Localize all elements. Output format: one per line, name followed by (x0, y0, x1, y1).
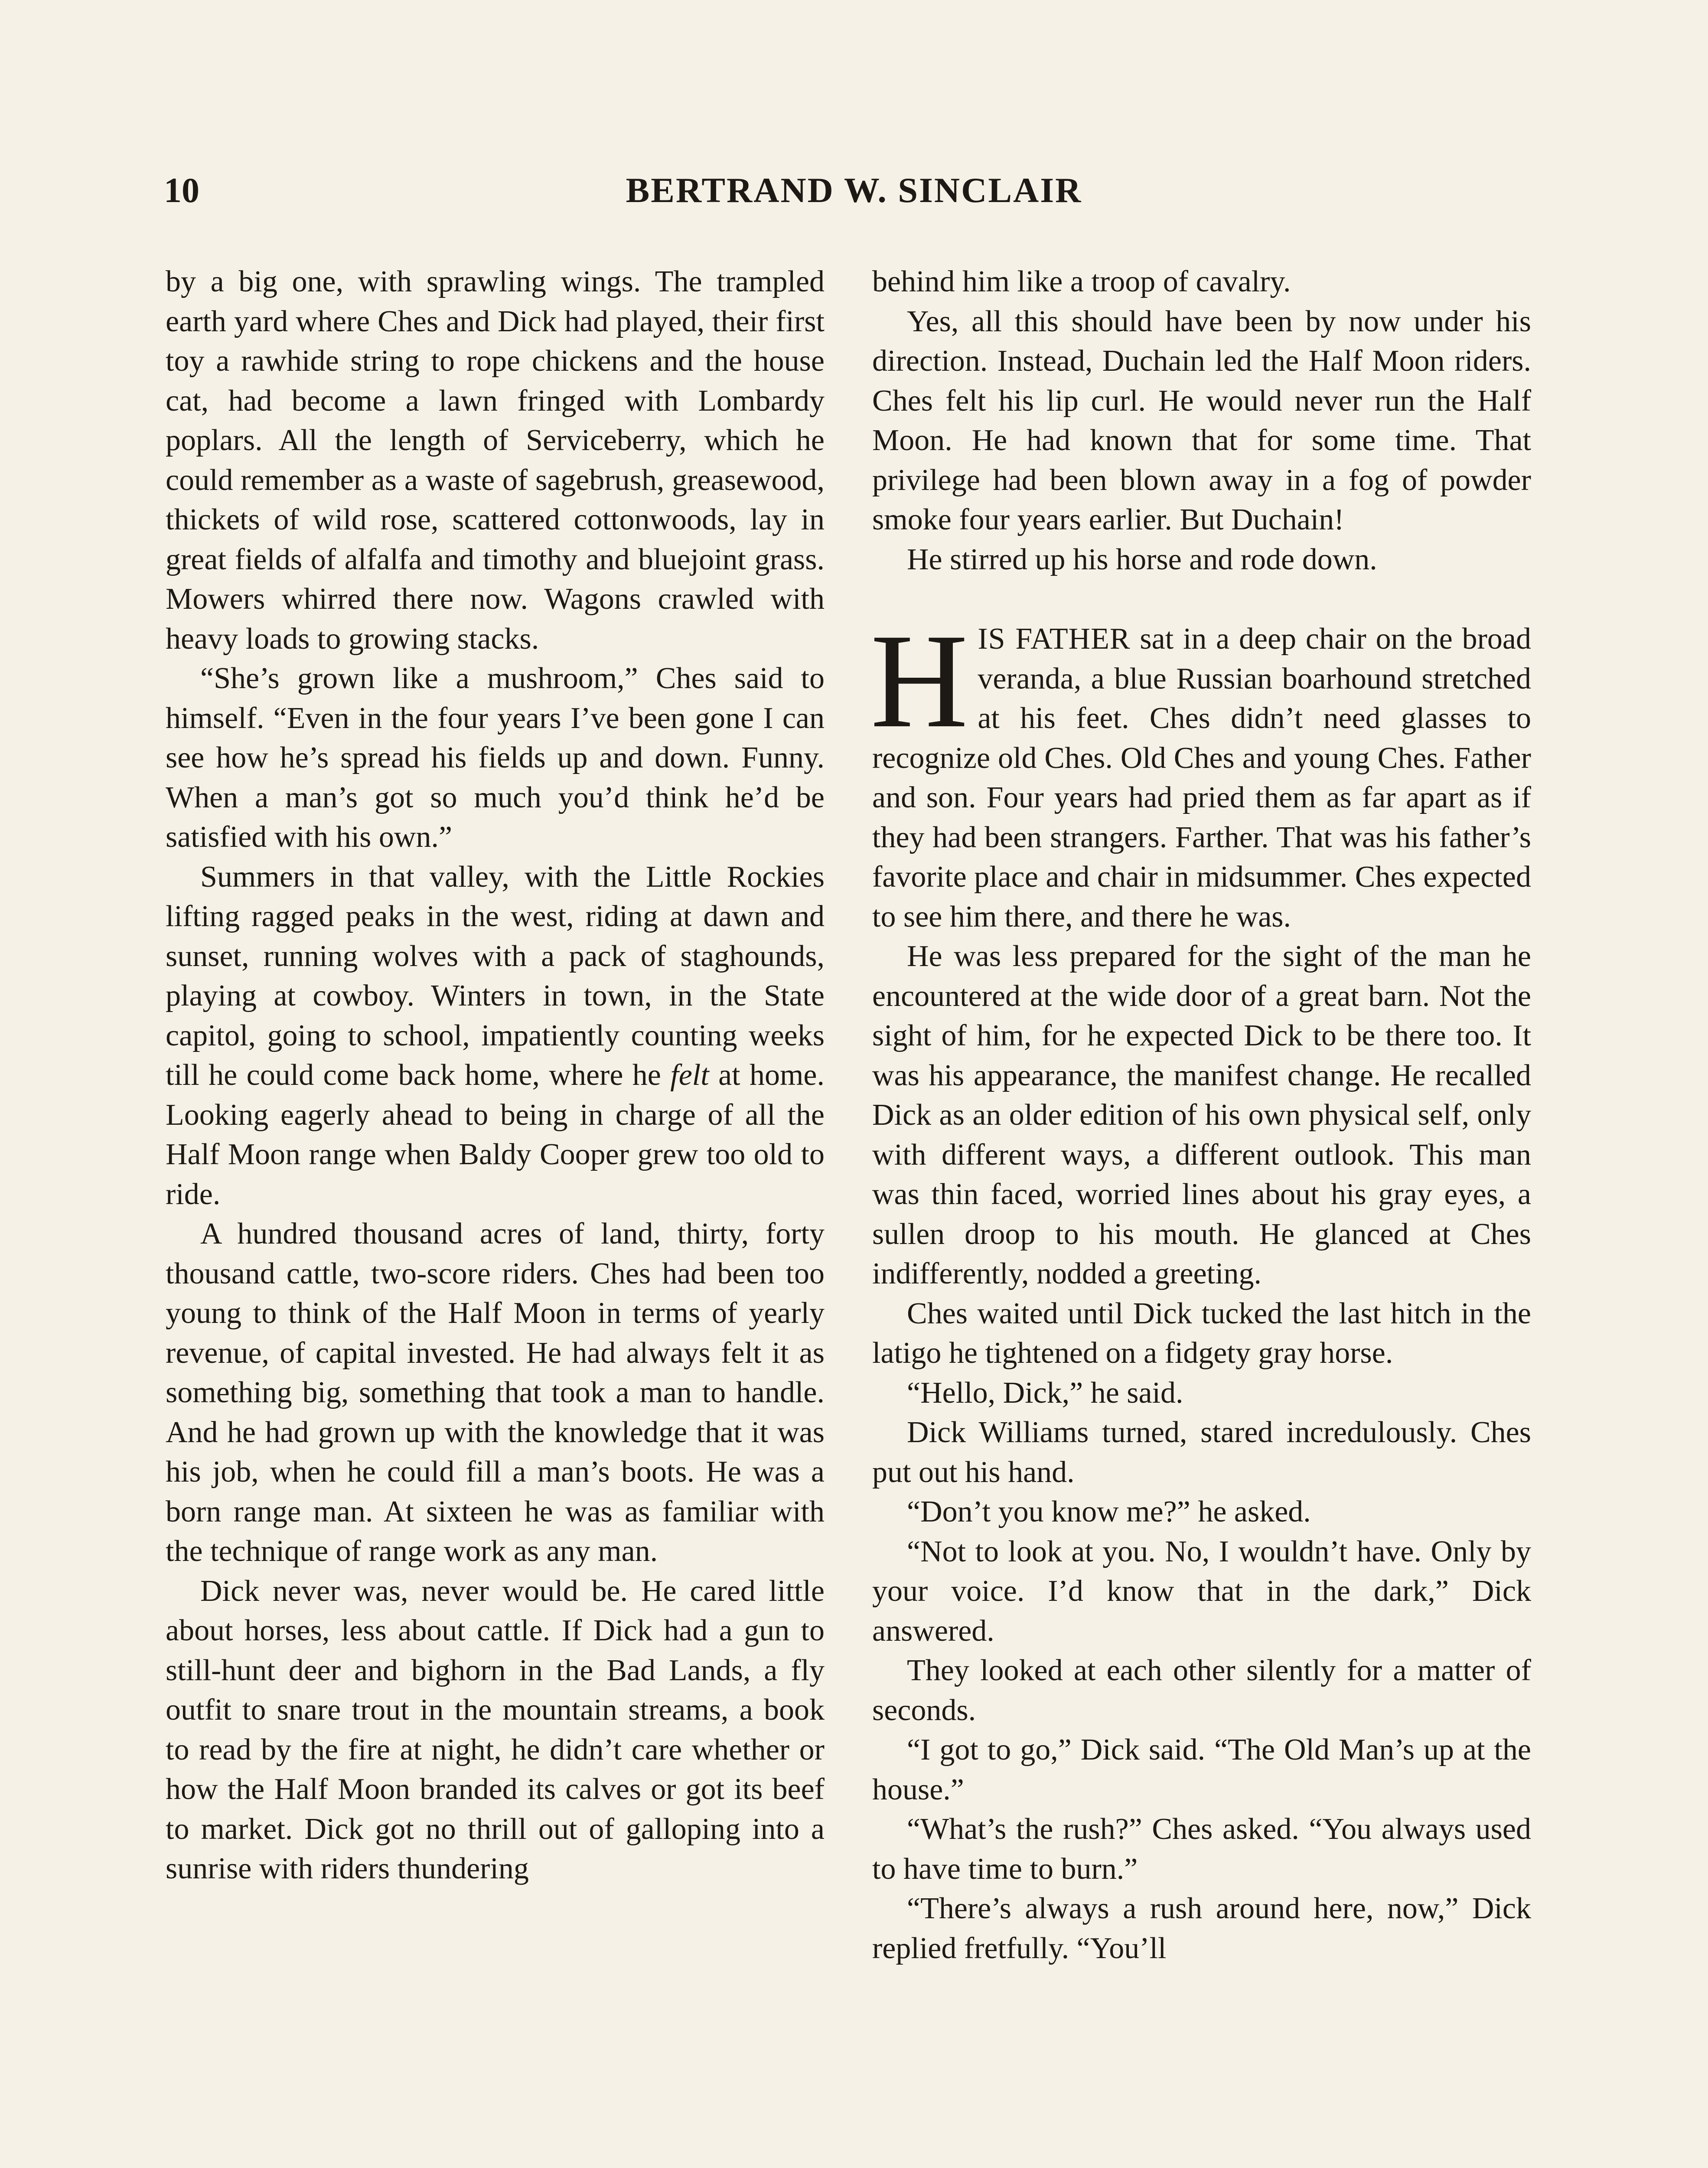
paragraph (166, 857, 825, 1215)
paragraph-text: sat in a deep chair on the broad veranda, a blue Russian boarhound stretched at his feet. Ches didn’t need glasses to recognize old Ches. Old Ches and young Ches. Father and son. Four years had pried them as far apart as if they had been strangers. Farther. That was his father’s favorite place and chair in midsummer. Ches expected to see him there, and there he was. (872, 622, 1532, 934)
paragraph: by a big one, with sprawling wings. The trampled earth yard where Ches and Dick had played, their first toy a rawhide string to rope chickens and the house cat, had become a lawn fringed with Lombardy poplars. All the length of Serviceberry, which he could remember as a waste of sagebrush, greasewood, thickets of wild rose, scattered cottonwoods, lay in great fields of alfalfa and timothy and bluejoint grass. Mowers whirred there now. Wagons crawled with heavy loads to growing stacks. (166, 265, 825, 656)
paragraph-text: Summers in that valley, with the Little Rockies lifting ragged peaks in the west, riding at dawn and sunset, running wolves with a pack of staghounds, playing at cowboy. Winters in town, in the State capitol, going to school, impatiently counting weeks till he could come back home, where he (166, 860, 825, 1092)
paragraph: Yes, all this should have been by now under his direction. Instead, Duchain led the Half Moon riders. Ches felt his lip curl. He would never run the Half Moon. He had known that for some time. That privilege had been blown away in a fog of powder smoke four years earlier. But Duchain! (872, 304, 1531, 536)
paragraph: “Hello, Dick,” he said. (907, 1376, 1183, 1410)
paragraph: “She’s grown like a mushroom,” Ches said to himself. “Even in the four years I’ve been gone I can see how he’s spread his fields up and down. Funny. When a man’s got so much you’d think he’d be satisfied with his own.” (166, 662, 825, 854)
paragraph: “Not to look at you. No, I wouldn’t have. Only by your voice. I’d know that in the dark,” Dick answered. (872, 1535, 1531, 1648)
paragraph: Ches waited until Dick tucked the last hitch in the latigo he tightened on a fidgety gray horse. (872, 1296, 1531, 1370)
drop-cap: H (870, 606, 968, 756)
paragraph: “Don’t you know me?” he asked. (907, 1495, 1311, 1528)
paragraph: “There’s always a rush around here, now,” Dick replied fretfully. “You’ll (872, 1892, 1531, 1965)
left-column (166, 262, 825, 1889)
paragraph: He stirred up his horse and rode down. (907, 542, 1377, 576)
paragraph: A hundred thousand acres of land, thirty, forty thousand cattle, two-score riders. Ches had been too young to think of the Half Moon in terms of yearly revenue, of capital invested. He had always felt it as something big, something that took a man to handle. And he had grown up with the knowledge that it was his job, when he could fill a man’s boots. He was a born range man. At sixteen he was as familiar with the technique of range work as any man. (166, 1217, 825, 1568)
paragraph: “I got to go,” Dick said. “The Old Man’s up at the house.” (872, 1733, 1531, 1806)
paragraph-text: at home. Looking eagerly ahead to being in charge of all the Half Moon range when Baldy Cooper grew too old to ride. (166, 1058, 825, 1211)
running-head: BERTRAND W. SINCLAIR (626, 170, 1082, 210)
paragraph: “What’s the rush?” Ches asked. “You always used to have time to burn.” (872, 1812, 1531, 1886)
paragraph: Dick never was, never would be. He cared little about horses, less about cattle. If Dick had a gun to still-hunt deer and bighorn in the Bad Lands, a fly outfit to snare trout in the mountain streams, a book to read by the fire at night, he didn’t care whether or how the Half Moon branded its calves or got its beef to market. Dick got no thrill out of galloping into a sunrise with riders thundering (166, 1574, 825, 1885)
right-column (872, 262, 1531, 1968)
emphasis-text: felt (670, 1058, 709, 1092)
paragraph: He was less prepared for the sight of the man he encountered at the wide door of a great barn. Not the sight of him, for he expected Dick to be there too. It was his appearance, the manifest change. He recalled Dick as an older edition of his own physical self, only with different ways, a different outlook. This man was thin faced, worried lines about his gray eyes, a sullen droop to his mouth. He glanced at Ches indifferently, nodded a greeting. (872, 940, 1531, 1290)
small-caps-lead: IS FATHER (978, 622, 1131, 656)
page-number: 10 (164, 170, 199, 210)
paragraph: They looked at each other silently for a matter of seconds. (872, 1654, 1531, 1727)
section-opening-paragraph (870, 606, 1532, 937)
paragraph: behind him like a troop of cavalry. (872, 265, 1291, 298)
paragraph: Dick Williams turned, stared incredulously. Ches put out his hand. (872, 1416, 1531, 1489)
